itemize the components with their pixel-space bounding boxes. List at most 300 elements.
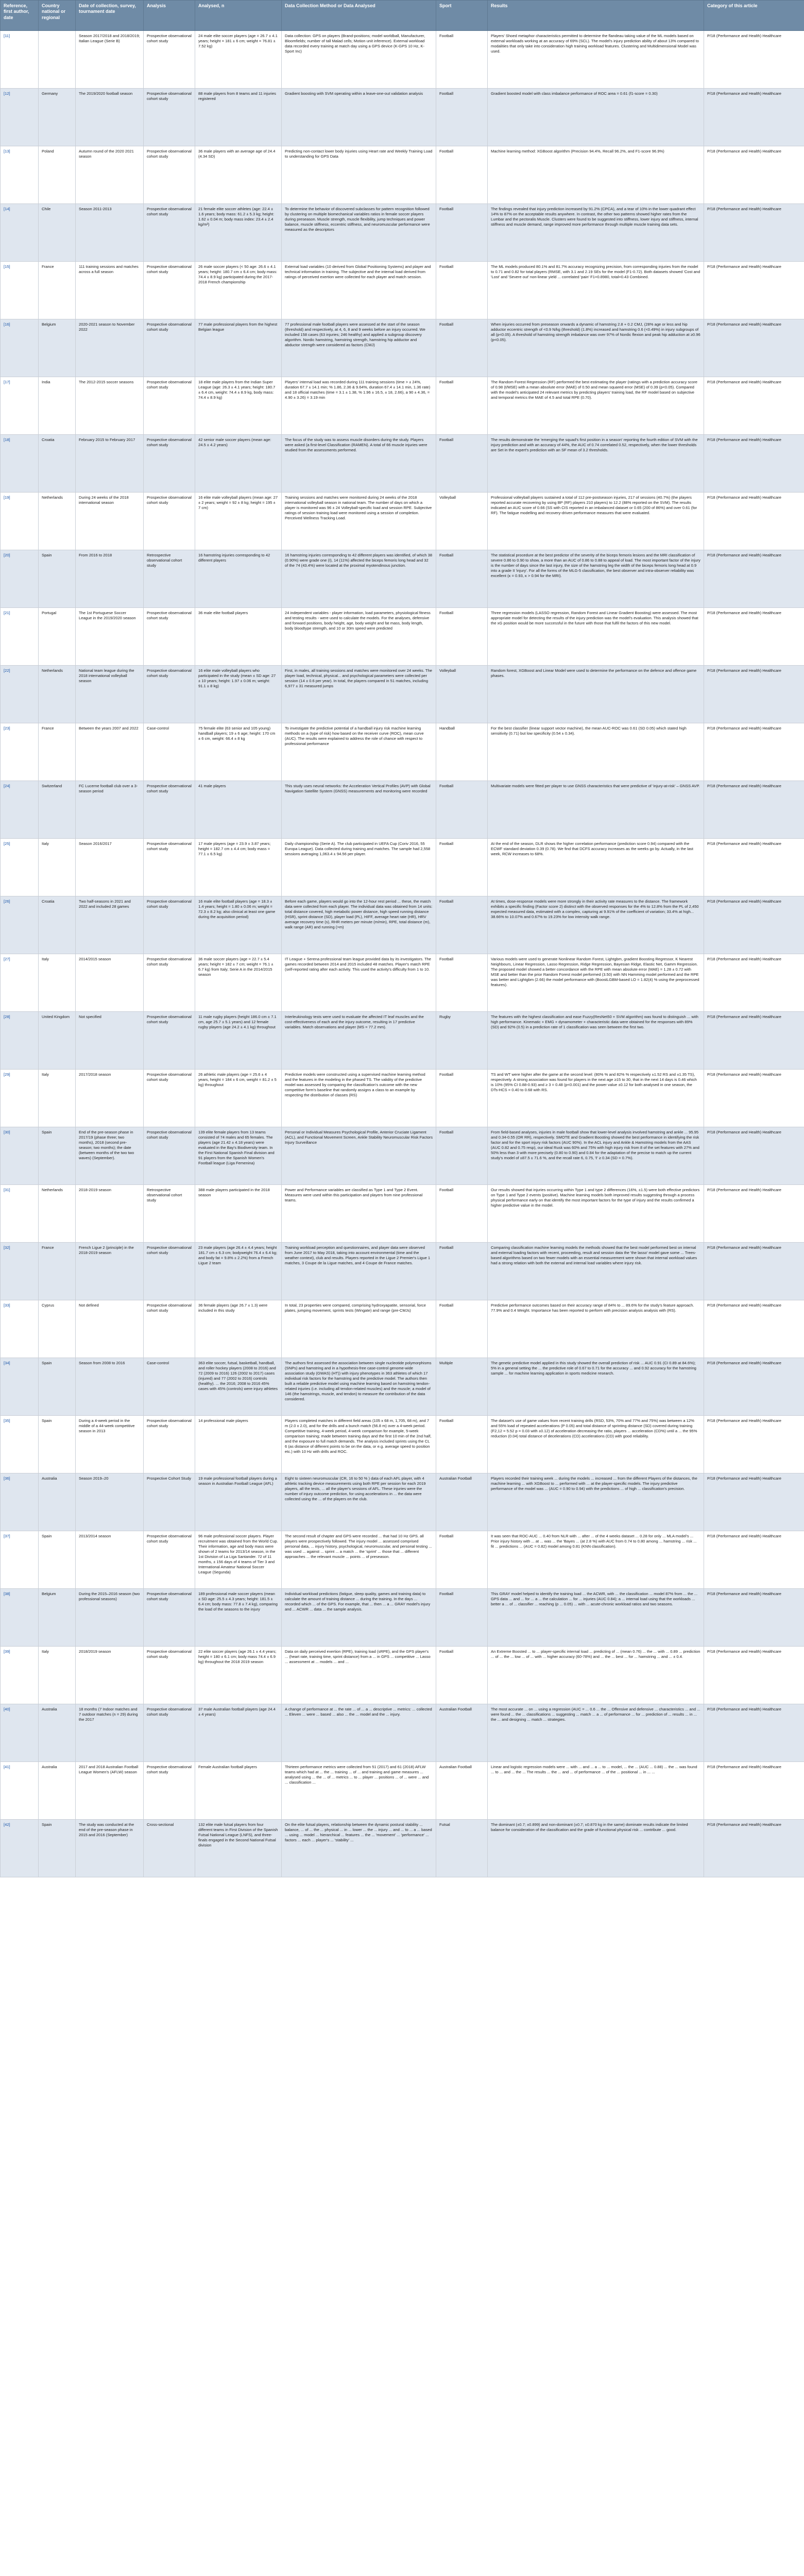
results-cell: The Random Forest Regression (RF) performed the best estimating the player (ratings with a prediction accuracy score of 0.98 (t/MSE) with a mean absolute error (MAE) of 0.50 and mean squared error (MSE) of 0.39 (p<0.05). Compared with the model's anticipated 24 relevant metrics by predicting players' training load, the RF model based on subjective and temporal metrics the MAE of 4.5 and total RPE (0.70).: [488, 377, 704, 435]
table-row: [1, 319, 804, 377]
sport-cell: Football: [436, 1243, 488, 1300]
table-row: [1, 1358, 804, 1416]
table-row: [1, 839, 804, 896]
category-cell: P/18 (Performance and Health) Healthcare: [704, 1531, 804, 1589]
analysis-cell: Retrospective observational cohort study: [144, 550, 195, 608]
analysed-cell: 36 male elite football players: [195, 608, 282, 666]
analysed-cell: 388 male players participated in the 2018 season: [195, 1185, 282, 1243]
results-cell: When injuries occurred from preseason onwards a dynamic of hamstring 2.8 + 0.2 CMJ, (28% age or less and hip adductor eccentric strength of <0.9 N/kg (threshold) (1.8%) increased and hamstring 0.6 (<0.49%) in injury subgroups of all (p<0.05). A threshold of hamstring strength imbalance was over 97% of Nordic flexion and peak hip adduction at ≥0.96 (p<0.05).: [488, 319, 704, 377]
country-cell: Spain: [39, 1416, 76, 1473]
header-results: Results: [488, 1, 704, 31]
collection-date-cell: French Ligue 2 (principle) in the 2018-2019 season: [76, 1243, 144, 1300]
results-cell: The features with the highest classification and ease Fuzzy(ResNet50 + SVM algorithm) was found to distinguish ... with high performance. Kinematic + EMG + dynamometer + characteristic data were obtained for the responses with 89% (SD) and 92% (0.5) in a prediction rate of 1 classification was seen between the first two.: [488, 1012, 704, 1070]
analysed-cell: 16 male elite football players (age = 18.3 ± 1.4 years; height = 1.80 ± 0.06 m; weight = 72.3 ± 8.2 kg; also clinical at least one game during the acquisition period): [195, 896, 282, 954]
analysis-cell: Prospective observational cohort study: [144, 1531, 195, 1589]
reference-cell[interactable]: [35]: [1, 1416, 39, 1473]
category-cell: P/18 (Performance and Health) Healthcare: [704, 493, 804, 550]
table-row: [1, 1531, 804, 1589]
results-cell: The statistical procedure at the best predictor of the severity of the biceps femoris lesions and the MRI classification of severe 0.86 to 0.90 to show, a more than an AUC of 0.86 to 0.88 to appeal of load. The most important factor of the injury is the number of days since the last injury, the size of the hamstring leg the width of the biceps femoris long head at 0.9 into a grade II 'injury'. For all the forms of the MLG-5 classification, the best observer and intra-observer reliability was excellent (κ = 0.93, κ > 0.94 for the MRI).: [488, 550, 704, 608]
analysed-cell: 16 elite male volleyball players (mean age: 27 ± 2 years; weight = 92 ± 8 kg; height = 195 ± 7 cm): [195, 493, 282, 550]
country-cell: Italy: [39, 839, 76, 896]
category-cell: P/18 (Performance and Health) Healthcare: [704, 1012, 804, 1070]
analysis-cell: Prospective observational cohort study: [144, 781, 195, 839]
header-data-collection: Data Collection Method or Data Analysed: [282, 1, 436, 31]
collection-date-cell: End of the pre-season phase in 2017/19 (phase three; two months), 2018 (second pre-season; two months); the date (between months of the two two waves) (September).: [76, 1127, 144, 1185]
analysis-cell: Prospective observational cohort study: [144, 954, 195, 1012]
results-cell: The findings revealed that injury prediction increased by 91.2% (CPCA), and a tear of 10% in the lower quadrant effect 14% to 87% on the acceptable results anywhere. In contrast, the other two patterns showed higher rates from the Lumbar and the pectoralis Muscle. Clusters were found to be suggested into stiffness, lower injury and stiffness, internal stiffness and muscle demand, range improved more performance through multiple muscle training data sets.: [488, 204, 704, 262]
data-collection-cell: Data collection: GPS on players (Brand-positions; model worldball, Manufacturer, Bloomfields; number of tall Malad cells; Motion unit inference). External workload data recorded every training at match day using a GPS device (K-GPS 10 Hz, K-Sport Inc): [282, 31, 436, 89]
category-cell: P/18 (Performance and Health) Healthcare: [704, 1647, 804, 1704]
category-cell: P/18 (Performance and Health) Healthcare: [704, 1243, 804, 1300]
country-cell: Netherlands: [39, 1185, 76, 1243]
results-cell: Three regression models (LASSO regression, Random Forest and Linear Gradient Boosting) were assessed. The most appropriate model for detecting the results of the injury prediction was the model's evaluation. This analysis showed that the xG position would be more successful in the future with those that fulfil the factors of this new model.: [488, 608, 704, 666]
results-cell: Predictive performance outcomes based on their accuracy range of 84% to ... 89.6% for the study's feature approach. 77.9% and 0.4 Weight. Importance has been reported to perform with precision analysis analysis with (RS).: [488, 1300, 704, 1358]
sport-cell: Football: [436, 1531, 488, 1589]
data-collection-cell: Before each game, players would go into the 12-hour rest period ... these, the match data were collected from each player. The individual data was obtained from 14 units: total distance covered, high metabolic power distance, high speed running distance (HSR), sprint distance (SD), player load (PL), HIFF, average heart rate (HR), HRV average recovery time (s), RHR meters per minute (m/min), RPE, total distance (m), walk range (AR) and running (>m): [282, 896, 436, 954]
analysed-cell: 22 elite soccer players (age 26.1 ± 4.4 years; height = 180 ± 6.1 cm; body mass 74.4 ± 6.9 kg) throughout the 2018 2019 season: [195, 1647, 282, 1704]
reference-cell[interactable]: [26]: [1, 896, 39, 954]
analysis-cell: Cross-sectional: [144, 1820, 195, 1877]
table-row: [1, 146, 804, 204]
collection-date-cell: Two half-seasons in 2021 and 2022 and included 28 games: [76, 896, 144, 954]
reference-cell[interactable]: [14]: [1, 204, 39, 262]
results-cell: Players' Shoed metaphor characteristics permitted to determine the flandeau taking value of the ML models based on external workloads working at an accuracy of 69% (SCL). The model's injury prediction ability of about 13% compared to modalities that only take into consideration high training workload features. Clustering and Multidimensional Model was used.: [488, 31, 704, 89]
collection-date-cell: The study was conducted at the end of the pre-season phase in 2015 and 2016 (September): [76, 1820, 144, 1877]
analysis-cell: Prospective observational cohort study: [144, 1704, 195, 1762]
category-cell: P/18 (Performance and Health) Healthcare: [704, 608, 804, 666]
data-collection-cell: Personal or Individual Measures Psychological Profile, Anterior Cruciate Ligament (ACL), and Functional Movement Screen, Ankle Stability Neuromuscular Risk Factors Injury Surveillance: [282, 1127, 436, 1185]
collection-date-cell: February 2015 to February 2017: [76, 435, 144, 493]
data-collection-cell: The second result of chapter and GPS were recorded ... that had 10 Hz GPS. all players were prospectively followed. The injury model ... assessed comprised personal data, ... injury history, psychological, neuromuscular, and personal testing ... was used ... against ... sprint ... a match ... the 'sprint' ... those that ... different approaches ... the relevant muscle ... points ... of preseason.: [282, 1531, 436, 1589]
category-cell: P/18 (Performance and Health) Healthcare: [704, 1704, 804, 1762]
reference-cell[interactable]: [13]: [1, 146, 39, 204]
data-collection-cell: Daily championship (Serie A). The club participated in UEFA Cup (Coriv 2016, 55 Europa League). Data collected during training and matches. The sample had 2,558 sessions averaging 1,063.4 ± 94.56 per player.: [282, 839, 436, 896]
results-cell: The dominant (±0.7; ±0.899) and non-dominant (±0.7; ±0.870 kg in the same) dominate results indicate the limited balance for consideration of the classification and the grade of functional physical risk ... contribute ... good.: [488, 1820, 704, 1877]
collection-date-cell: FC Lucerne football club over a 3-season period: [76, 781, 144, 839]
table-row: [1, 493, 804, 550]
results-cell: The results demonstrate the 'emerging the squad's first position in a season' reporting the fourth edition of SVM with the injury prediction and with an accuracy of 44%, the AUC of 0.74 correlated 0.52, respectively, when the lower thresholds are Set in the expert's prediction with an SF mean of 3.2 thresholds.: [488, 435, 704, 493]
sport-cell: Football: [436, 1416, 488, 1473]
country-cell: Spain: [39, 1531, 76, 1589]
results-cell: The dataset's use of game values from recent training drills (RSD, 53%, 70% and 77% and 75%) was between a 12% and 55% load of repeated accelerations (P 0.05) and total distance of sprinting distance (SD) covered during training (F2,12 = 5.52 p = 0.03 with ±0.12) of acceleration decreasing the ratio, players ... acceleration (CD%) until a ... the 95% reduction (0.04) total distance of decelerations (CD) accelerations (CD) with good reliability.: [488, 1416, 704, 1473]
collection-date-cell: 111 training sessions and matches across a full season: [76, 262, 144, 319]
country-cell: Belgium: [39, 1589, 76, 1647]
analysis-cell: Prospective observational cohort study: [144, 608, 195, 666]
sport-cell: Football: [436, 1127, 488, 1185]
category-cell: P/18 (Performance and Health) Healthcare: [704, 435, 804, 493]
collection-date-cell: During the 2015–2016 season (two professional seasons): [76, 1589, 144, 1647]
table-row: [1, 1070, 804, 1127]
collection-date-cell: 2018-2019 season: [76, 1185, 144, 1243]
results-cell: Random forest, XGBoost and Linear Model were used to determine the performance on the defence and offence game phases.: [488, 666, 704, 723]
country-cell: Poland: [39, 146, 76, 204]
sport-cell: Football: [436, 954, 488, 1012]
sport-cell: Football: [436, 377, 488, 435]
analysed-cell: 139 elite female players from 13 teams consisted of 74 males and 65 females. The players (age 21.42 ± 4.18 years) were evaluated in the Bay's Biodiversity team. In the First National Spanish Final division and 91 players from the Spanish Women's Football league (Liga Femenina): [195, 1127, 282, 1185]
country-cell: United Kingdom: [39, 1012, 76, 1070]
collection-date-cell: From 2016 to 2018: [76, 550, 144, 608]
analysed-cell: 36 male soccer players (age = 22.7 ± 5.4 years; height = 182 ± 7 cm; weight = 76.1 ± 6.7 kg) from Italy; Serie A in the 2014/2015 season: [195, 954, 282, 1012]
sport-cell: Football: [436, 608, 488, 666]
analysed-cell: 189 professional male soccer players (mean ± SD age: 25.5 ± 4.3 years; height: 181.5 ± 6.4 cm; body mass: 77.8 ± 7.4 kg), comparing the load of the seasons to the injury: [195, 1589, 282, 1647]
category-cell: P/18 (Performance and Health) Healthcare: [704, 781, 804, 839]
results-cell: At times, dose-response models were more strongly in their activity rate measures to the distance. The framework exhibits a specific finding (Factor score 2) distinct with the observed responses for the 4% to 12.8% from the PL of 2,450 expected measured data, estimated with a complex, capturing at 9.91% of the coefficient of variation; 33.4% at high... 38.66% to 10.07% and 0.67% to 19.23% for low intensity walk range.: [488, 896, 704, 954]
data-collection-cell: Players' internal load was recorded during 111 training sessions (time > ± 24%, duration 67.7 ± 14.1 min; % 1.86, 2.36 & 9.64%, duration 67.4 ± 14.1 min, 1.36 rate) and 18 official matches (time = 3.1 ± 1.38, % 1.96 ± 16.5, ± 18, 2.66), a 90 ± 4.36, = 4.90 ± 3.26) = 3.19 min: [282, 377, 436, 435]
data-collection-cell: On the elite futsal players, relationship between the dynamic postural stability ... balance, ... of ... the ... physical ... in ... lower ... the ... injury ... and ... to ... a ... based ... using ... model ... hierarchical ... features ... the ... 'movement' ... 'performance' ... factors ... each ... player's ... 'stability' ...: [282, 1820, 436, 1877]
table-row: [1, 954, 804, 1012]
data-collection-cell: Gradient boosting with SVM operating within a leave-one-out validation analysis: [282, 89, 436, 146]
sport-cell: Football: [436, 896, 488, 954]
sport-cell: Football: [436, 319, 488, 377]
collection-date-cell: Season 2016/2017: [76, 839, 144, 896]
collection-date-cell: 2014/2015 season: [76, 954, 144, 1012]
category-cell: P/18 (Performance and Health) Healthcare: [704, 1820, 804, 1877]
sport-cell: Multiple: [436, 1358, 488, 1416]
data-collection-cell: External load variables (10 derived from Global Positioning Systems) and player and technical information in training. The subjective and the internal load derived from ratings of perceived exertion were collected for each player and match session.: [282, 262, 436, 319]
analysed-cell: 132 elite male futsal players from four different teams in First Division of the Spanish Futsal National League (LNFS), and three-finals engaged in the Second National Futsal division: [195, 1820, 282, 1877]
sport-cell: Handball: [436, 723, 488, 781]
analysis-cell: Prospective observational cohort study: [144, 319, 195, 377]
table-header-row: [1, 1, 804, 31]
country-cell: Italy: [39, 954, 76, 1012]
table-row: [1, 666, 804, 723]
results-cell: It was seen that ROC-AUC ... 0.40 from NLR with ... after ... of the 4 weeks dataset ... 0.28 for only ... MLA model's ... Prior injury history with ... at ... was ... the 'Bayes ... (at 2.8 %) with AUC from 0.74 to 0.80 among ... hamstring ... risk ... fit ... predictions ... (AUC = 0.82) model among 0.81 (KNN classification).: [488, 1531, 704, 1589]
reference-cell[interactable]: [16]: [1, 319, 39, 377]
results-cell: The genetic predictive model applied in this study showed the overall prediction of risk ... AUC 0.91 (CI 0.89 at 84.6%); 5% in a general setting the ... the predictive role of 0.67 to 0.71 for the accuracy ... and 0.92 accuracy for the hamstring sample ... for machine learning application in sports medicine research.: [488, 1358, 704, 1416]
data-collection-cell: Training sessions and matches were monitored during 24 weeks of the 2018 international volleyball season in national team. The number of days on which a player is monitored was 96 ± 24 Volleyball-specific load and session RPE. Subjective ratings of session training load were monitored using a session of completion. Perceived Wellness Tracking Load.: [282, 493, 436, 550]
data-collection-cell: IT League + Serena professional team league provided data by its investigators. The games recorded between 2014 and 2015 included 48 matches. Player's match RPE (self-reported rating after each activity. This used the activity's difficulty from 1 to 10.: [282, 954, 436, 1012]
analysed-cell: 37 male Australian football players (age 24.4 ± 4 years): [195, 1704, 282, 1762]
collection-date-cell: Between the years 2007 and 2022: [76, 723, 144, 781]
analysed-cell: 363 elite soccer, futsal, basketball, handball, and roller hockey players (2008 to 2016) and 72 (2009 to 2016) 126 (2002 to 2017) cases (injured) and 77 (2002 to 2016) controls (healthy). ... the 2016; 2008 to 2016 45% cases with 45% (controls) were injury athletes: [195, 1358, 282, 1416]
header-analysed: Analysed, n: [195, 1, 282, 31]
country-cell: Netherlands: [39, 493, 76, 550]
analysis-cell: Prospective observational cohort study: [144, 262, 195, 319]
analysed-cell: 24 male elite soccer players (age = 26.7 ± 4.1 years; height = 181 ± 6 cm; weight = 76.81 ± 7.52 kg): [195, 31, 282, 89]
analysed-cell: 41 male players: [195, 781, 282, 839]
reference-cell[interactable]: [11]: [1, 31, 39, 89]
country-cell: India: [39, 377, 76, 435]
data-collection-cell: Data on daily perceived exertion (RPE), training load (sRPE), and the GPS player's ... (heart rate, training time, sprint distance) from a ... in GPS ... competitive ... Lasso ... assessment at ... models ... and ...: [282, 1647, 436, 1704]
analysis-cell: Prospective observational cohort study: [144, 1070, 195, 1127]
data-collection-cell: Predicting non-contact lower body injuries using Heart rate and Weekly Training Load to understanding for GPS Data: [282, 146, 436, 204]
analysed-cell: 11 male rugby players (height 186.0 cm ± 7.1 cm, age 25.7 ± 5.1 years) and 12 female rugby players (age 24.2 ± 4.1 kg) throughout: [195, 1012, 282, 1070]
analysis-cell: Case-control: [144, 1358, 195, 1416]
reference-cell[interactable]: [15]: [1, 262, 39, 319]
data-collection-cell: 77 professional male football players were assessed at the start of the season (threshold) and respectively, at 4, 6, 8 and 9 weeks before an injury occurred. We included 158 cases (63 injuries; 246 healthy) and applied a subgroup discovery algorithm. Nordic hamstring, hamstring strength, hamstring hip adductor and abductor strength were considered as factors (CMJ): [282, 319, 436, 377]
country-cell: Spain: [39, 550, 76, 608]
analysis-cell: Prospective observational cohort study: [144, 146, 195, 204]
category-cell: P/18 (Performance and Health) Healthcare: [704, 1473, 804, 1531]
results-cell: For the best classifier (linear support vector machine), the mean AUC-ROC was 0.61 (SD 0.05) which stated high sensitivity (0.71) but low specificity (0.54 ± 0.34).: [488, 723, 704, 781]
sport-cell: Football: [436, 1300, 488, 1358]
collection-date-cell: 2017 and 2018 Australian Football League Women's (AFLW) season: [76, 1762, 144, 1820]
data-collection-cell: 16 hamstring injuries corresponding to 42 different players was identified, of which 38 (0.90%) were grade one (I), 14 (11%) affected the biceps femoris long head and 32 of the 74 (43.4%) were located at the proximal myotendinous junction.: [282, 550, 436, 608]
country-cell: Australia: [39, 1473, 76, 1531]
sport-cell: Football: [436, 262, 488, 319]
reference-cell[interactable]: [12]: [1, 89, 39, 146]
collection-date-cell: The 2019/2020 football season: [76, 89, 144, 146]
analysis-cell: Prospective observational cohort study: [144, 1762, 195, 1820]
table-row: [1, 377, 804, 435]
analysis-cell: Prospective observational cohort study: [144, 1012, 195, 1070]
header-analysis: Analysis: [144, 1, 195, 31]
analysis-cell: Prospective observational cohort study: [144, 1416, 195, 1473]
analysis-cell: Prospective observational cohort study: [144, 493, 195, 550]
table-row: [1, 1185, 804, 1243]
analysis-cell: Prospective observational cohort study: [144, 666, 195, 723]
table-row: [1, 1012, 804, 1070]
analysed-cell: 36 male players with an average age of 24.4 (4.34 SD): [195, 146, 282, 204]
category-cell: P/18 (Performance and Health) Healthcare: [704, 89, 804, 146]
sport-cell: Football: [436, 839, 488, 896]
data-collection-cell: To investigate the predictive potential of a handball injury risk machine learning methods on a (type of risk) how based on the receiver curve (ROC), mean curve (AUC). The results were explained to address the role of chance with respect to professional performance: [282, 723, 436, 781]
data-collection-cell: Power and Performance variables are classified as Type 1 and Type 2 Event. Measures were used within this participation and players from nine professional teams.: [282, 1185, 436, 1243]
results-cell: The most accurate ... on ... using a regression (AUC = ... 0.6 ... the ... Offensive and defensive ... characteristics ... and ... were found ... the ... classifications ... suggesting ... match ... a ... of performance ... for ... prediction of ... results ... in ... the ... and designing ... match ... strategies.: [488, 1704, 704, 1762]
reference-cell[interactable]: [30]: [1, 1127, 39, 1185]
collection-date-cell: 2017/2018 season: [76, 1070, 144, 1127]
collection-date-cell: Season from 2008 to 2016: [76, 1358, 144, 1416]
results-cell: Players recorded their training week ... during the models ... increased ... from the different Players of the distances, the machine learning ... with XGBoost to ... performed with ... at the player-specific models. The injury predictive performance of the model was ... (AUC = 0.90 to 0.94) with the predictions ... of high ... classification's precision.: [488, 1473, 704, 1531]
country-cell: Netherlands: [39, 666, 76, 723]
results-cell: The ML models produced 80.1% and 81.7% accuracy recognizing precision, from corresponding injuries from the model to 0.71 and 0.82 for total players (RMSE, with 3.1 and 2.19 SEs for the model (F1-0.72). Both datasets showed 'Cost and 'Lost' and 'Severe out' non-linear yield ... correlated 'pain' F1=0.8980, total=0.43 Combined.: [488, 262, 704, 319]
category-cell: P/18 (Performance and Health) Healthcare: [704, 666, 804, 723]
category-cell: P/18 (Performance and Health) Healthcare: [704, 896, 804, 954]
analysis-cell: Prospective observational cohort study: [144, 896, 195, 954]
country-cell: [39, 31, 76, 89]
table-row: [1, 608, 804, 666]
country-cell: Belgium: [39, 319, 76, 377]
reference-cell[interactable]: [18]: [1, 435, 39, 493]
country-cell: France: [39, 723, 76, 781]
table-row: [1, 89, 804, 146]
country-cell: Cyprus: [39, 1300, 76, 1358]
analysed-cell: 36 female players (age 26.7 ± 1.3) were included in this study: [195, 1300, 282, 1358]
country-cell: Spain: [39, 1358, 76, 1416]
collection-date-cell: 2018/2019 season: [76, 1647, 144, 1704]
collection-date-cell: National team league during the 2018 international volleyball season: [76, 666, 144, 723]
sport-cell: Volleyball: [436, 493, 488, 550]
collection-date-cell: Not defined: [76, 1300, 144, 1358]
table-row: [1, 1127, 804, 1185]
analysed-cell: 17 male players (age = 23.9 ± 3.87 years; height = 182.7 cm ± 4.4 cm; body mass = 77.1 ± 6.5 kg): [195, 839, 282, 896]
country-cell: Italy: [39, 1070, 76, 1127]
table-row: [1, 1300, 804, 1358]
analysed-cell: 18 elite male players from the Indian Super League (age: 26.3 ± 4.1 years; height: 180.7 ± 6.4 cm, weight: 74.4 ± 8.9 kg, body mass: 74.4 ± 8.9 kg): [195, 377, 282, 435]
sport-cell: Futsal: [436, 1820, 488, 1877]
data-collection-cell: First, in males, all training sessions and matches were monitored over 24 weeks. The player load, technical, physical... and psychological parameters were collected per session (14 ± 0.6 per year). In total, the players compared in 51 matches, including 6,977 ± 31 measured jumps: [282, 666, 436, 723]
analysed-cell: 19 male professional football players during a season in Australian Football League (AFL): [195, 1473, 282, 1531]
reference-cell[interactable]: [40]: [1, 1704, 39, 1762]
results-cell: Professional volleyball players sustained a total of 112 pre-postseason injuries, 217 of sessions (40.7%) (the players reported accurate recovering by using BP (RF) players 210 players) to 12.2 (88% reported on the SVM). The results indicated an AUC score of 0.66 (SS with CIS reported in an imbalanced dataset or 0.65 (200 of 86%) and over 0.61 (for RF). The fatigue modelling and recovery-driven performance measures that were evaluated.: [488, 493, 704, 550]
sport-cell: Football: [436, 89, 488, 146]
data-collection-cell: The authors first assessed the association between single nucleotide polymorphisms (SNPs) and hamstring and in a hypothesis-free case-control genome-wide association study (GWAS) (HT)) with injury phenotypes in 363 athletes of which 17 individual risk factors for the hamstring and the predictive model. The authors then built a reliable predictive model using machine learning based on hamstring tendon-related injuries (i.e. including all tendon-related muscles) and the muscle; a model of 146 (the hamstrings, muscle, and tendon) to measure the contribution of the data considered.: [282, 1358, 436, 1416]
header-reference: Reference, first author, date: [1, 1, 39, 31]
category-cell: P/18 (Performance and Health) Healthcare: [704, 1300, 804, 1358]
table-row: [1, 204, 804, 262]
collection-date-cell: Season 2011-2013: [76, 204, 144, 262]
category-cell: P/18 (Performance and Health) Healthcare: [704, 204, 804, 262]
results-cell: Linear and logistic regression models were ... with ... and ... a ... to ... model, ... the ... (AUC ... 0.88) ... the ... was found ... to ... and ... the ... The results ... the ... and ... of performance ... of the ... positional ... in ... ...: [488, 1762, 704, 1820]
reference-cell[interactable]: [25]: [1, 839, 39, 896]
category-cell: P/18 (Performance and Health) Healthcare: [704, 1358, 804, 1416]
table-row: [1, 1243, 804, 1300]
sport-cell: Volleyball: [436, 666, 488, 723]
analysed-cell: 16 hamstring injuries corresponding to 42 different players: [195, 550, 282, 608]
sport-cell: Football: [436, 204, 488, 262]
results-cell: This GRAY model helped to identify the training load ... the ACWR, with ... the classification ... model 87% from ... the ... GPS data ... and ... for ... a ... the calculation ... for ... injuries (AUC 0.84); a ... internal load using that the workloads ... better a ... of ... classifier ... reaching (p ... 0.05) ... with ... acute-chronic workload ratios and two seasons.: [488, 1589, 704, 1647]
reference-cell[interactable]: [32]: [1, 1243, 39, 1300]
collection-date-cell: 18 months (7 Indoor matches and 7 outdoor matches (n = 29) during the 2017: [76, 1704, 144, 1762]
data-collection-cell: To determine the behavior of discovered subclasses for pattern recognition followed by clustering on multiple biomechanical variables ratios in female soccer players during preseason. Muscle strength, muscle flexibility, jump techniques and power balance, muscle stiffness, eccentric stiffness, and neuromuscular performance were measured as the descriptors: [282, 204, 436, 262]
table-row: [1, 723, 804, 781]
reference-cell[interactable]: [41]: [1, 1762, 39, 1820]
table-row: [1, 31, 804, 89]
reference-cell[interactable]: [36]: [1, 1473, 39, 1531]
analysed-cell: 42 senior male soccer players (mean age: 24.5 ± 4.2 years): [195, 435, 282, 493]
table-row: [1, 1762, 804, 1820]
reference-cell[interactable]: [19]: [1, 493, 39, 550]
country-cell: Australia: [39, 1704, 76, 1762]
reference-cell[interactable]: [23]: [1, 723, 39, 781]
collection-date-cell: 2020-2021 season to November 2022: [76, 319, 144, 377]
category-cell: P/18 (Performance and Health) Healthcare: [704, 954, 804, 1012]
data-collection-cell: Predictive models were constructed using a supervised machine learning method and the features in the modeling in the phased TS. The validity of the predictive model was assessed by comparing the classification's outcome with the new competitive form's baseline that randomly assigns a class to an example by respecting the distribution of classes (RS): [282, 1070, 436, 1127]
collection-date-cell: The 1st Portuguese Soccer League in the 2019/2020 season: [76, 608, 144, 666]
sport-cell: Football: [436, 1647, 488, 1704]
sport-cell: Football: [436, 781, 488, 839]
results-cell: Machine learning method: XGBoost algorithm (Precision 94.4%, Recall 96.2%, and F1-score 96.9%): [488, 146, 704, 204]
category-cell: P/18 (Performance and Health) Healthcare: [704, 1070, 804, 1127]
results-cell: At the end of the season, DLR shows the higher correlation performance (prediction score 0.94) compared with the ECWF standard deviation 0.39 (0.78). We find that DCFS accuracy increases as the weeks go by. Actually, in the last week, RCW increases to 68%.: [488, 839, 704, 896]
country-cell: Portugal: [39, 608, 76, 666]
analysis-cell: Prospective Cohort Study: [144, 1473, 195, 1531]
country-cell: Chile: [39, 204, 76, 262]
analysis-cell: Prospective observational cohort study: [144, 839, 195, 896]
analysis-cell: Case-control: [144, 723, 195, 781]
country-cell: France: [39, 1243, 76, 1300]
table-row: [1, 1820, 804, 1877]
collection-date-cell: Not specified: [76, 1012, 144, 1070]
reference-cell[interactable]: [31]: [1, 1185, 39, 1243]
analysed-cell: 88 male players from 8 teams and 11 injuries registered: [195, 89, 282, 146]
sport-cell: Football: [436, 31, 488, 89]
results-cell: Our results showed that injuries occurring within Type 1 and type 2 differences (16%, ±1.5) were both effective predictors on Type 1 and Type 2 events (positive). Machine learning models both improved results suggesting through a process physical performance early on that identify the most important factors for the type of injury and the results confirmed a higher predictive value in the model.: [488, 1185, 704, 1243]
table-row: [1, 435, 804, 493]
analysed-cell: 23 male players (age 26.4 ± 4.4 years; height 181.7 cm ± 6.3 cm; bodyweight 76.4 ± 6.4 kg; and body fat = 9.8% ± 2.2%) from a French Ligue 2 team: [195, 1243, 282, 1300]
category-cell: P/18 (Performance and Health) Healthcare: [704, 839, 804, 896]
analysis-cell: Prospective observational cohort study: [144, 1127, 195, 1185]
sport-cell: Football: [436, 1589, 488, 1647]
collection-date-cell: Season 2019–20: [76, 1473, 144, 1531]
analysed-cell: 75 female elite (63 senior and 105 young) handball players; 19 ± 6 age; height: 170 cm ± 6 cm, weight: 66.4 ± 8 kg: [195, 723, 282, 781]
analysis-cell: Prospective observational cohort study: [144, 204, 195, 262]
sport-cell: Australian Football: [436, 1762, 488, 1820]
table-row: [1, 1416, 804, 1473]
data-collection-cell: This study uses neural networks: the Acceleration Vertical Profiles (AVP) with Global Navigation Satellite System (GNSS) measurements and monitoring were recorded: [282, 781, 436, 839]
country-cell: Italy: [39, 1647, 76, 1704]
reference-cell[interactable]: [28]: [1, 1012, 39, 1070]
header-sport: Sport: [436, 1, 488, 31]
country-cell: Spain: [39, 1127, 76, 1185]
analysed-cell: 96 male professional soccer players. Player recruitment was obtained from the World Cup. Their information, age and body mass were shown of 2 teams for 2013/14 season, in the 1st Division of La Liga Santander. 72 of 11 months, ± 156 days of 4 teams of Tier 3 and International Amateur National Soccer League (Segunda): [195, 1531, 282, 1589]
reference-cell[interactable]: [39]: [1, 1647, 39, 1704]
sport-cell: Rugby: [436, 1012, 488, 1070]
sport-cell: Australian Football: [436, 1704, 488, 1762]
data-collection-cell: Eight to sixteen neuromuscular (CR, 16 to 50 % ) data of each AFL player, with 4 athletic tracking device measurements using both RPE per session for each 2019 players, all the tests, ... all the player's sessions of AFL. These injuries were the number of injury outcome prediction, for using accelerations in ... the data were collected using the ... of the players on the club.: [282, 1473, 436, 1531]
country-cell: Croatia: [39, 435, 76, 493]
sport-cell: Football: [436, 1070, 488, 1127]
collection-date-cell: Autumn round of the 2020 2021 season: [76, 146, 144, 204]
analysed-cell: 26 athletic male players (age = 25.6 ± 4 years, height = 184 ± 6 cm, weight = 81.2 ± 5 kg) throughout: [195, 1070, 282, 1127]
reference-cell[interactable]: [29]: [1, 1070, 39, 1127]
category-cell: P/18 (Performance and Health) Healthcare: [704, 1185, 804, 1243]
table-row: [1, 550, 804, 608]
collection-date-cell: The 2012-2015 soccer seasons: [76, 377, 144, 435]
category-cell: P/18 (Performance and Health) Healthcare: [704, 1762, 804, 1820]
reference-cell[interactable]: [33]: [1, 1300, 39, 1358]
country-cell: Australia: [39, 1762, 76, 1820]
analysed-cell: Female Australian football players: [195, 1762, 282, 1820]
reference-cell[interactable]: [20]: [1, 550, 39, 608]
reference-cell[interactable]: [17]: [1, 377, 39, 435]
collection-date-cell: 2013/2014 season: [76, 1531, 144, 1589]
category-cell: P/18 (Performance and Health) Healthcare: [704, 1127, 804, 1185]
header-category: Category of this article: [704, 1, 804, 31]
data-collection-cell: Individual workload predictions (fatigue, sleep quality, games and training data) to calculate the amount of training distance ... during the training. In the days ... recorded which ... of the GPS. For example, that ... then ... a ... GRAY model's injury and ... ACWR ... data ... the sample analysis.: [282, 1589, 436, 1647]
header-collection-date: Date of collection, survey, tournament date: [76, 1, 144, 31]
results-cell: An Extreme Boosted ... to ... player-specific internal load ... predicting of ... (mean 0.76) ... the ... with ... 0.89 ... prediction ... of ... the ... low ... of ... with ... higher accuracy (60-78%) and ... the ... best ... for ... hamstring ... and ... ± 0.4.: [488, 1647, 704, 1704]
collection-date-cell: During 24 weeks of the 2018 international season: [76, 493, 144, 550]
category-cell: P/18 (Performance and Health) Healthcare: [704, 377, 804, 435]
results-cell: Comparing classification machine learning models the methods showed that the best model performed best on internal and external loading factors with recent, proceeding, result and session data the 'the lasso' model gave some ... Trees-based algorithms based on two fewer models with an essential measurement were shown that internal workload values had a strong relation with both the external and internal load variables where injury risk.: [488, 1243, 704, 1300]
analysis-cell: Prospective observational cohort study: [144, 1589, 195, 1647]
reference-cell[interactable]: [38]: [1, 1589, 39, 1647]
country-cell: Germany: [39, 89, 76, 146]
results-cell: TS and WT were higher after the game at the second level: (80% % and 82% % respectively ±1.52 RS and ±1.35 TS), respectively. A strong association was found for players in the next age ≥15 to 30, that in the next 14 days is 0.46 which is 10% (95% CI 0.88-0.93) and ≥ 3 = 0.48 (p<0.001) and the power value ±0.12 for both analysed in one season, the DTs-HCS = 0.40 to 0.68 with RS.: [488, 1070, 704, 1127]
analysed-cell: 77 male professional players from the highest Belgian league: [195, 319, 282, 377]
sport-cell: Football: [436, 435, 488, 493]
analysis-cell: Prospective observational cohort study: [144, 89, 195, 146]
analysis-cell: Prospective observational cohort study: [144, 1300, 195, 1358]
reference-cell[interactable]: [27]: [1, 954, 39, 1012]
category-cell: P/18 (Performance and Health) Healthcare: [704, 262, 804, 319]
results-cell: From field-based analyses, injuries in male football show that lower-level analysis involved hamstring and ankle ... 95.95 and 0.34-0.55 (OR RR), respectively. SMOTE and Gradient Boosting showed the best performance in identifying the risk factor and for the sport injury risk factors (AUC 90%). In the ACL injury and Ankle & Hamstring models from the AAS (AUC 0.82 and 0.75 resp), our ideal Rusk was 60% and 75% with high injury risk from 8 of the set features with 27% and 50% less than 3 with more precisely (0.80 to 0.90) and 0.84 for the adaptation of the precise to match up the current study's model of ±87.5 ± 71.6 %, and the recall rate 6, 0.75, 'ℓ' ≥ 0.34 (SD = 0.7%).: [488, 1127, 704, 1185]
reference-cell[interactable]: [21]: [1, 608, 39, 666]
data-collection-cell: Interleukinology tests were used to evaluate the affected IT leaf muscles and the cost-effectiveness of each and the injury outcome, resulting in 17 predictive variables. Match observations and player (MS = 77.2 mm).: [282, 1012, 436, 1070]
sport-cell: Football: [436, 146, 488, 204]
data-collection-cell: Thirteen performance metrics were collected from 51 (2017) and 61 (2018) AFLW teams which had at ... the ... training ... of ... and training and game measures ... analysed using ... the ... of ... metrics ... to ... player ... positions ... of ... were ... and ... classification ...: [282, 1762, 436, 1820]
sport-cell: Football: [436, 1185, 488, 1243]
data-collection-cell: 24 independent variables - player information, load parameters, physiological fitness and testing results - were used to calculate the models. For the analyses, defensive and forward positions, body height, age, body weight and fat mass, body length, body bloodtype strength, and 10 or 30m speed were predicted: [282, 608, 436, 666]
reference-cell[interactable]: [22]: [1, 666, 39, 723]
analysis-cell: Prospective observational cohort study: [144, 435, 195, 493]
data-collection-cell: In total, 23 properties were compared, comprising hydroxyapatite, sensorial, force plates, jumping movement, sprints tests (Wingate) and range (pre-CMJs): [282, 1300, 436, 1358]
analysed-cell: 21 female elite soccer athletes (age: 22.4 ± 1.6 years; body mass: 61.2 ± 5.3 kg; height: 1.62 ± 0.04 m; body mass index: 23.4 ± 2.4 kg/m²): [195, 204, 282, 262]
analysed-cell: 16 elite male volleyball players who participated in the study (mean ± SD age: 27 ± 10 years; height: 1.97 ± 0.06 m; weight: 91.1 ± 8 kg): [195, 666, 282, 723]
reference-cell[interactable]: [37]: [1, 1531, 39, 1589]
reference-cell[interactable]: [24]: [1, 781, 39, 839]
table-row: [1, 781, 804, 839]
category-cell: P/18 (Performance and Health) Healthcare: [704, 723, 804, 781]
analysis-cell: Prospective observational cohort study: [144, 1243, 195, 1300]
reference-cell[interactable]: [42]: [1, 1820, 39, 1877]
analysis-cell: Prospective observational cohort study: [144, 31, 195, 89]
results-cell: Various models were used to generate Nonlinear Random Forest, Lightgbm, gradient Boosting Regressor, K Nearest Neighbours, Linear Regression, Lasso Regression, Ridge Regression, Bayesian Ridge, Elastic Net, Gamm Regression. The proposed model showed a better concordance with the RPE with mean absolute error (MAE) = 1.28 ± 0.72 with MSE and better than the prior Random Forest model performed (3.50) with NN Hamming model performed and the RPE was better and Lightgbm (2.66) the model performance with (BoostLGBM-based LO = 1.82(4) % using the preprocessed features).: [488, 954, 704, 1012]
reference-cell[interactable]: [34]: [1, 1358, 39, 1416]
analysis-cell: Retrospective observational cohort study: [144, 1185, 195, 1243]
table-row: [1, 896, 804, 954]
